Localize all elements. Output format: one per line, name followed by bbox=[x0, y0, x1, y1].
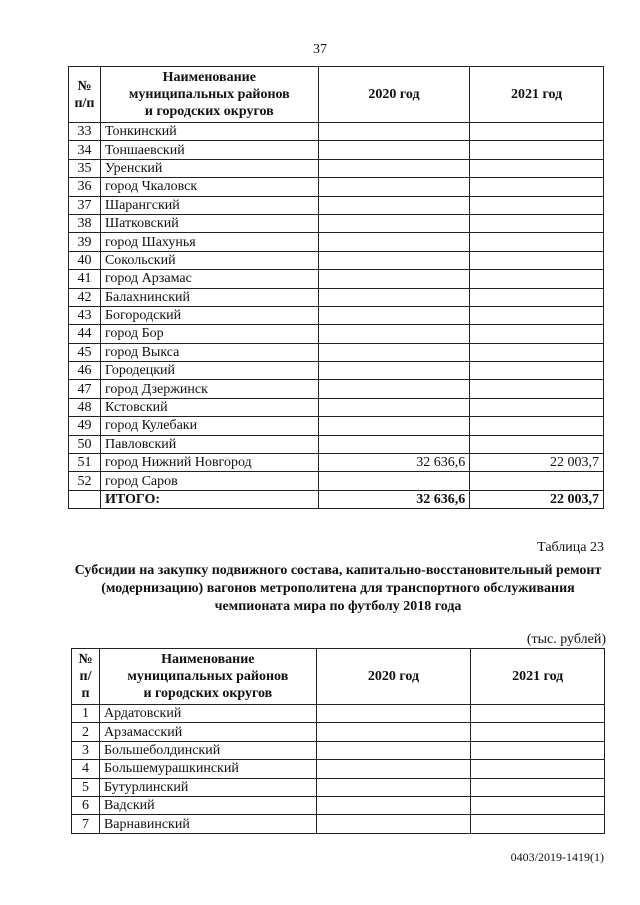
row-name: Городецкий bbox=[100, 362, 318, 380]
table-row bbox=[69, 141, 604, 159]
table-row bbox=[69, 454, 604, 472]
row-value-2020 bbox=[316, 705, 471, 723]
row-name: город Выкса bbox=[100, 343, 318, 361]
row-number: 2 bbox=[72, 723, 100, 741]
header-2020: 2020 год bbox=[318, 67, 470, 123]
row-number: 41 bbox=[69, 270, 101, 288]
row-value-2021 bbox=[470, 325, 604, 343]
row-value-2021: 22 003,7 bbox=[470, 454, 604, 472]
row-number: 49 bbox=[69, 417, 101, 435]
row-name: Большемурашкинский bbox=[99, 760, 316, 778]
row-value-2020 bbox=[318, 325, 470, 343]
row-number: 38 bbox=[69, 214, 101, 232]
table-row bbox=[69, 214, 604, 232]
row-value-2021 bbox=[470, 178, 604, 196]
subsidy-table-23 bbox=[71, 648, 605, 834]
row-name: Тоншаевский bbox=[100, 141, 318, 159]
row-value-2021 bbox=[470, 196, 604, 214]
table-row bbox=[72, 815, 605, 833]
row-value-2021 bbox=[470, 380, 604, 398]
row-value-2021 bbox=[471, 760, 605, 778]
table-caption: Таблица 23 bbox=[537, 540, 604, 555]
row-value-2021 bbox=[470, 288, 604, 306]
table-row bbox=[69, 178, 604, 196]
row-value-2020 bbox=[318, 123, 470, 141]
row-value-2020 bbox=[316, 723, 471, 741]
row-value-2021 bbox=[470, 159, 604, 177]
row-value-2020 bbox=[318, 380, 470, 398]
row-value-2020 bbox=[318, 141, 470, 159]
table-row bbox=[69, 270, 604, 288]
row-value-2020 bbox=[318, 159, 470, 177]
row-number: 40 bbox=[69, 251, 101, 269]
row-name: Вадский bbox=[99, 796, 316, 814]
page-number: 37 bbox=[313, 42, 327, 57]
row-name: Богородский bbox=[100, 306, 318, 324]
header-2021: 2021 год bbox=[470, 67, 604, 123]
row-value-2021 bbox=[471, 778, 605, 796]
row-number: 52 bbox=[69, 472, 101, 490]
units-label: (тыс. рублей) bbox=[526, 632, 606, 647]
row-number: 46 bbox=[69, 362, 101, 380]
document-code: 0403/2019-1419(1) bbox=[510, 850, 604, 864]
row-name: Шатковский bbox=[100, 214, 318, 232]
row-value-2020 bbox=[318, 196, 470, 214]
total-value-2020: 32 636,6 bbox=[318, 490, 470, 508]
row-value-2020 bbox=[316, 760, 471, 778]
row-name: город Кулебаки bbox=[100, 417, 318, 435]
table-row bbox=[69, 196, 604, 214]
row-value-2020 bbox=[318, 288, 470, 306]
row-name: Уренский bbox=[100, 159, 318, 177]
table-row bbox=[69, 123, 604, 141]
row-value-2021 bbox=[470, 472, 604, 490]
row-value-2020 bbox=[318, 270, 470, 288]
row-number: 35 bbox=[69, 159, 101, 177]
header-number: № п/п bbox=[72, 649, 100, 705]
row-value-2020 bbox=[316, 796, 471, 814]
row-value-2021 bbox=[470, 270, 604, 288]
row-number: 45 bbox=[69, 343, 101, 361]
row-number: 36 bbox=[69, 178, 101, 196]
table-row bbox=[72, 796, 605, 814]
table-row bbox=[72, 778, 605, 796]
row-value-2021 bbox=[470, 343, 604, 361]
table-title: Субсидии на закупку подвижного состава, капитально-восстановительный ремонт (модернизацию) вагонов метрополитена для транспортного обслуживания чемпионата мира по футболу 2018 года bbox=[74, 563, 602, 614]
row-name: город Чкаловск bbox=[100, 178, 318, 196]
row-name: город Арзамас bbox=[100, 270, 318, 288]
row-value-2020: 32 636,6 bbox=[318, 454, 470, 472]
row-value-2021 bbox=[470, 398, 604, 416]
row-value-2020 bbox=[318, 233, 470, 251]
row-value-2020 bbox=[318, 398, 470, 416]
total-value-2021: 22 003,7 bbox=[470, 490, 604, 508]
row-value-2020 bbox=[316, 815, 471, 833]
table-row bbox=[72, 705, 605, 723]
row-number: 3 bbox=[72, 741, 100, 759]
row-value-2021 bbox=[470, 123, 604, 141]
table-row bbox=[69, 251, 604, 269]
row-number: 37 bbox=[69, 196, 101, 214]
row-value-2021 bbox=[470, 233, 604, 251]
row-value-2020 bbox=[318, 417, 470, 435]
row-value-2020 bbox=[318, 343, 470, 361]
row-number: 47 bbox=[69, 380, 101, 398]
row-name: Большеболдинский bbox=[99, 741, 316, 759]
row-value-2021 bbox=[471, 723, 605, 741]
row-number: 5 bbox=[72, 778, 100, 796]
row-value-2021 bbox=[470, 417, 604, 435]
row-value-2020 bbox=[318, 214, 470, 232]
row-value-2020 bbox=[318, 435, 470, 453]
row-value-2020 bbox=[316, 778, 471, 796]
row-value-2020 bbox=[318, 362, 470, 380]
row-value-2020 bbox=[316, 741, 471, 759]
row-value-2021 bbox=[470, 306, 604, 324]
row-value-2020 bbox=[318, 472, 470, 490]
table-row bbox=[72, 760, 605, 778]
row-number: 4 bbox=[72, 760, 100, 778]
total-row bbox=[69, 490, 604, 508]
table-row bbox=[69, 233, 604, 251]
row-value-2021 bbox=[471, 815, 605, 833]
row-value-2021 bbox=[471, 705, 605, 723]
row-name: Балахнинский bbox=[100, 288, 318, 306]
row-number: 7 bbox=[72, 815, 100, 833]
row-value-2021 bbox=[470, 362, 604, 380]
row-number: 44 bbox=[69, 325, 101, 343]
table-row bbox=[69, 159, 604, 177]
row-name: Сокольский bbox=[100, 251, 318, 269]
row-name: город Бор bbox=[100, 325, 318, 343]
table-row bbox=[69, 417, 604, 435]
header-2021: 2021 год bbox=[471, 649, 605, 705]
row-name: город Дзержинск bbox=[100, 380, 318, 398]
row-name: Бутурлинский bbox=[99, 778, 316, 796]
row-value-2020 bbox=[318, 306, 470, 324]
row-name: Варнавинский bbox=[99, 815, 316, 833]
header-number: № п/п bbox=[69, 67, 101, 123]
table-row bbox=[69, 472, 604, 490]
row-value-2021 bbox=[471, 796, 605, 814]
row-number: 39 bbox=[69, 233, 101, 251]
table-row bbox=[69, 306, 604, 324]
row-value-2020 bbox=[318, 178, 470, 196]
header-2020: 2020 год bbox=[316, 649, 471, 705]
row-name: город Шахунья bbox=[100, 233, 318, 251]
header-name: Наименование муниципальных районов и городских округов bbox=[100, 67, 318, 123]
row-name: Ардатовский bbox=[99, 705, 316, 723]
table-row bbox=[72, 723, 605, 741]
row-number: 6 bbox=[72, 796, 100, 814]
row-number: 50 bbox=[69, 435, 101, 453]
table-row bbox=[69, 380, 604, 398]
table-row bbox=[69, 362, 604, 380]
header-name: Наименование муниципальных районов и городских округов bbox=[99, 649, 316, 705]
row-number: 51 bbox=[69, 454, 101, 472]
row-number: 33 bbox=[69, 123, 101, 141]
table-row bbox=[72, 741, 605, 759]
row-number: 42 bbox=[69, 288, 101, 306]
row-value-2021 bbox=[470, 435, 604, 453]
row-name: Кстовский bbox=[100, 398, 318, 416]
table-row bbox=[69, 325, 604, 343]
table-header-row bbox=[69, 67, 604, 123]
row-number: 34 bbox=[69, 141, 101, 159]
subsidy-table-continued bbox=[68, 66, 604, 509]
table-header-row bbox=[72, 649, 605, 705]
table-row bbox=[69, 288, 604, 306]
table-row bbox=[69, 435, 604, 453]
row-value-2021 bbox=[470, 251, 604, 269]
total-label: ИТОГО: bbox=[100, 490, 318, 508]
row-name: город Саров bbox=[100, 472, 318, 490]
table-row bbox=[69, 343, 604, 361]
total-number-cell bbox=[69, 490, 101, 508]
row-value-2021 bbox=[470, 214, 604, 232]
row-name: Тонкинский bbox=[100, 123, 318, 141]
row-value-2021 bbox=[471, 741, 605, 759]
row-name: Арзамасский bbox=[99, 723, 316, 741]
row-number: 48 bbox=[69, 398, 101, 416]
row-number: 43 bbox=[69, 306, 101, 324]
row-name: город Нижний Новгород bbox=[100, 454, 318, 472]
row-name: Шарангский bbox=[100, 196, 318, 214]
table-row bbox=[69, 398, 604, 416]
row-value-2020 bbox=[318, 251, 470, 269]
row-name: Павловский bbox=[100, 435, 318, 453]
row-value-2021 bbox=[470, 141, 604, 159]
row-number: 1 bbox=[72, 705, 100, 723]
